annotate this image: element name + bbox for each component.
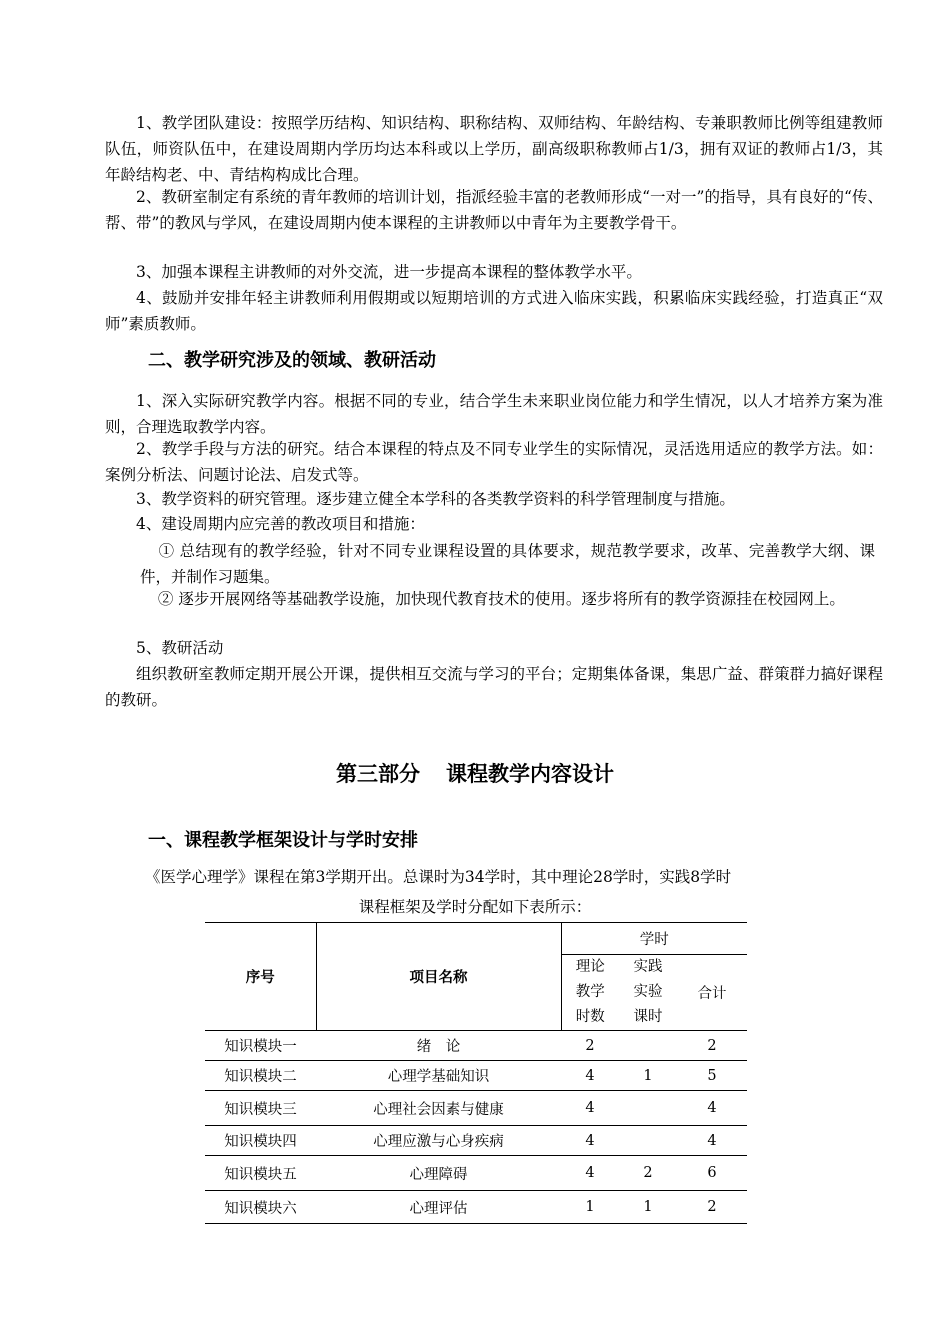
paragraph-clinical-practice: 4、鼓励并安排年轻主讲教师利用假期或以短期培训的方式进入临床实践，积累临床实践经验，打造真正“双师”素质教师。 — [105, 289, 883, 333]
table-caption: 课程框架及学时分配如下表所示： — [358, 898, 592, 916]
header-name: 项目名称 — [316, 923, 561, 1031]
paragraph-team-building: 1、教学团队建设：按照学历结构、知识结构、职称结构、双师结构、年龄结构、专兼职教师比例等组建教师队伍，师资队伍中，在建设周期内学历均达本科或以上学历，副高级职称教师占1/3，拥有双证的教师占1/3，其年龄结构老、中、青结构构成比合理。 — [105, 114, 883, 184]
header-seq: 序号 — [205, 923, 316, 1031]
table-row — [205, 1156, 747, 1191]
part-title-number: 第三部分 — [336, 762, 420, 786]
row-total: 5 — [677, 1061, 747, 1091]
paragraph-external-exchange: 3、加强本课程主讲教师的对外交流，进一步提高本课程的整体教学水平。 — [136, 263, 642, 281]
section-heading-teaching-research: 二、教学研究涉及的领域、教研活动 — [148, 350, 436, 371]
paragraph-research-content: 1、深入实际研究教学内容。根据不同的专业，结合学生未来职业岗位能力和学生情况，以人才培养方案为准则，合理选取教学内容。 — [105, 392, 883, 436]
paragraph-reform-sub1: ① 总结现有的教学经验，针对不同专业课程设置的具体要求，规范教学要求，改革、完善教学大纲、课件，并制作习题集。 — [140, 542, 875, 586]
table-row — [205, 1031, 747, 1061]
row-total: 4 — [677, 1091, 747, 1126]
row-name: 心理应激与心身疾病 — [316, 1126, 561, 1156]
part-title-text: 课程教学内容设计 — [446, 762, 614, 786]
row-seq: 知识模块一 — [205, 1031, 316, 1061]
row-theory: 2 — [561, 1031, 619, 1061]
row-name: 心理学基础知识 — [316, 1061, 561, 1091]
row-theory: 1 — [561, 1191, 619, 1224]
row-theory: 4 — [561, 1061, 619, 1091]
row-theory: 4 — [561, 1126, 619, 1156]
row-theory: 4 — [561, 1156, 619, 1191]
row-seq: 知识模块三 — [205, 1091, 316, 1126]
row-total: 4 — [677, 1126, 747, 1156]
row-seq: 知识模块五 — [205, 1156, 316, 1191]
row-name: 心理评估 — [316, 1191, 561, 1224]
row-total: 2 — [677, 1191, 747, 1224]
header-total: 合计 — [677, 955, 747, 1031]
row-name: 心理障碍 — [316, 1156, 561, 1191]
row-name: 绪 论 — [316, 1031, 561, 1061]
row-practice: 2 — [619, 1156, 677, 1191]
paragraph-reform-sub2: ② 逐步开展网络等基础教学设施，加快现代教育技术的使用。逐步将所有的教学资源挂在校园网上。 — [157, 590, 845, 608]
paragraph-young-teacher-training: 2、教研室制定有系统的青年教师的培训计划，指派经验丰富的老教师形成“一对一”的指导，具有良好的“传、帮、带”的教风与学风，在建设周期内使本课程的主讲教师以中青年为主要教学骨干。 — [105, 188, 883, 232]
row-total: 2 — [677, 1031, 747, 1061]
header-hours: 学时 — [561, 923, 747, 955]
header-practice: 实践 实验 课时 — [619, 955, 677, 1031]
row-seq: 知识模块六 — [205, 1191, 316, 1224]
row-practice: 1 — [619, 1061, 677, 1091]
table-row — [205, 1091, 747, 1126]
row-practice — [619, 1091, 677, 1126]
row-theory: 4 — [561, 1091, 619, 1126]
table-row — [205, 1061, 747, 1091]
section-heading-course-framework: 一、课程教学框架设计与学时安排 — [148, 830, 418, 851]
paragraph-course-intro: 《医学心理学》课程在第3学期开出。总课时为34学时，其中理论28学时，实践8学时 — [145, 868, 732, 886]
table-row — [205, 1126, 747, 1156]
table-row — [205, 1191, 747, 1224]
paragraph-reform-projects: 4、建设周期内应完善的教改项目和措施： — [136, 515, 425, 533]
row-total: 6 — [677, 1156, 747, 1191]
row-practice: 1 — [619, 1191, 677, 1224]
row-practice — [619, 1126, 677, 1156]
row-seq: 知识模块二 — [205, 1061, 316, 1091]
paragraph-research-materials: 3、教学资料的研究管理。逐步建立健全本学科的各类教学资料的科学管理制度与措施。 — [136, 490, 735, 508]
header-theory: 理论 教学 时数 — [561, 955, 619, 1031]
part-title — [0, 758, 950, 788]
row-practice — [619, 1031, 677, 1061]
row-name: 心理社会因素与健康 — [316, 1091, 561, 1126]
course-hours-table — [205, 922, 747, 1224]
paragraph-research-activities: 组织教研室教师定期开展公开课，提供相互交流与学习的平台；定期集体备课，集思广益、群策群力搞好课程的教研。 — [105, 665, 883, 709]
row-seq: 知识模块四 — [205, 1126, 316, 1156]
paragraph-research-methods: 2、教学手段与方法的研究。结合本课程的特点及不同专业学生的实际情况，灵活选用适应的教学方法。如：案例分析法、问题讨论法、启发式等。 — [105, 440, 883, 484]
paragraph-research-activities-label: 5、教研活动 — [136, 639, 224, 657]
